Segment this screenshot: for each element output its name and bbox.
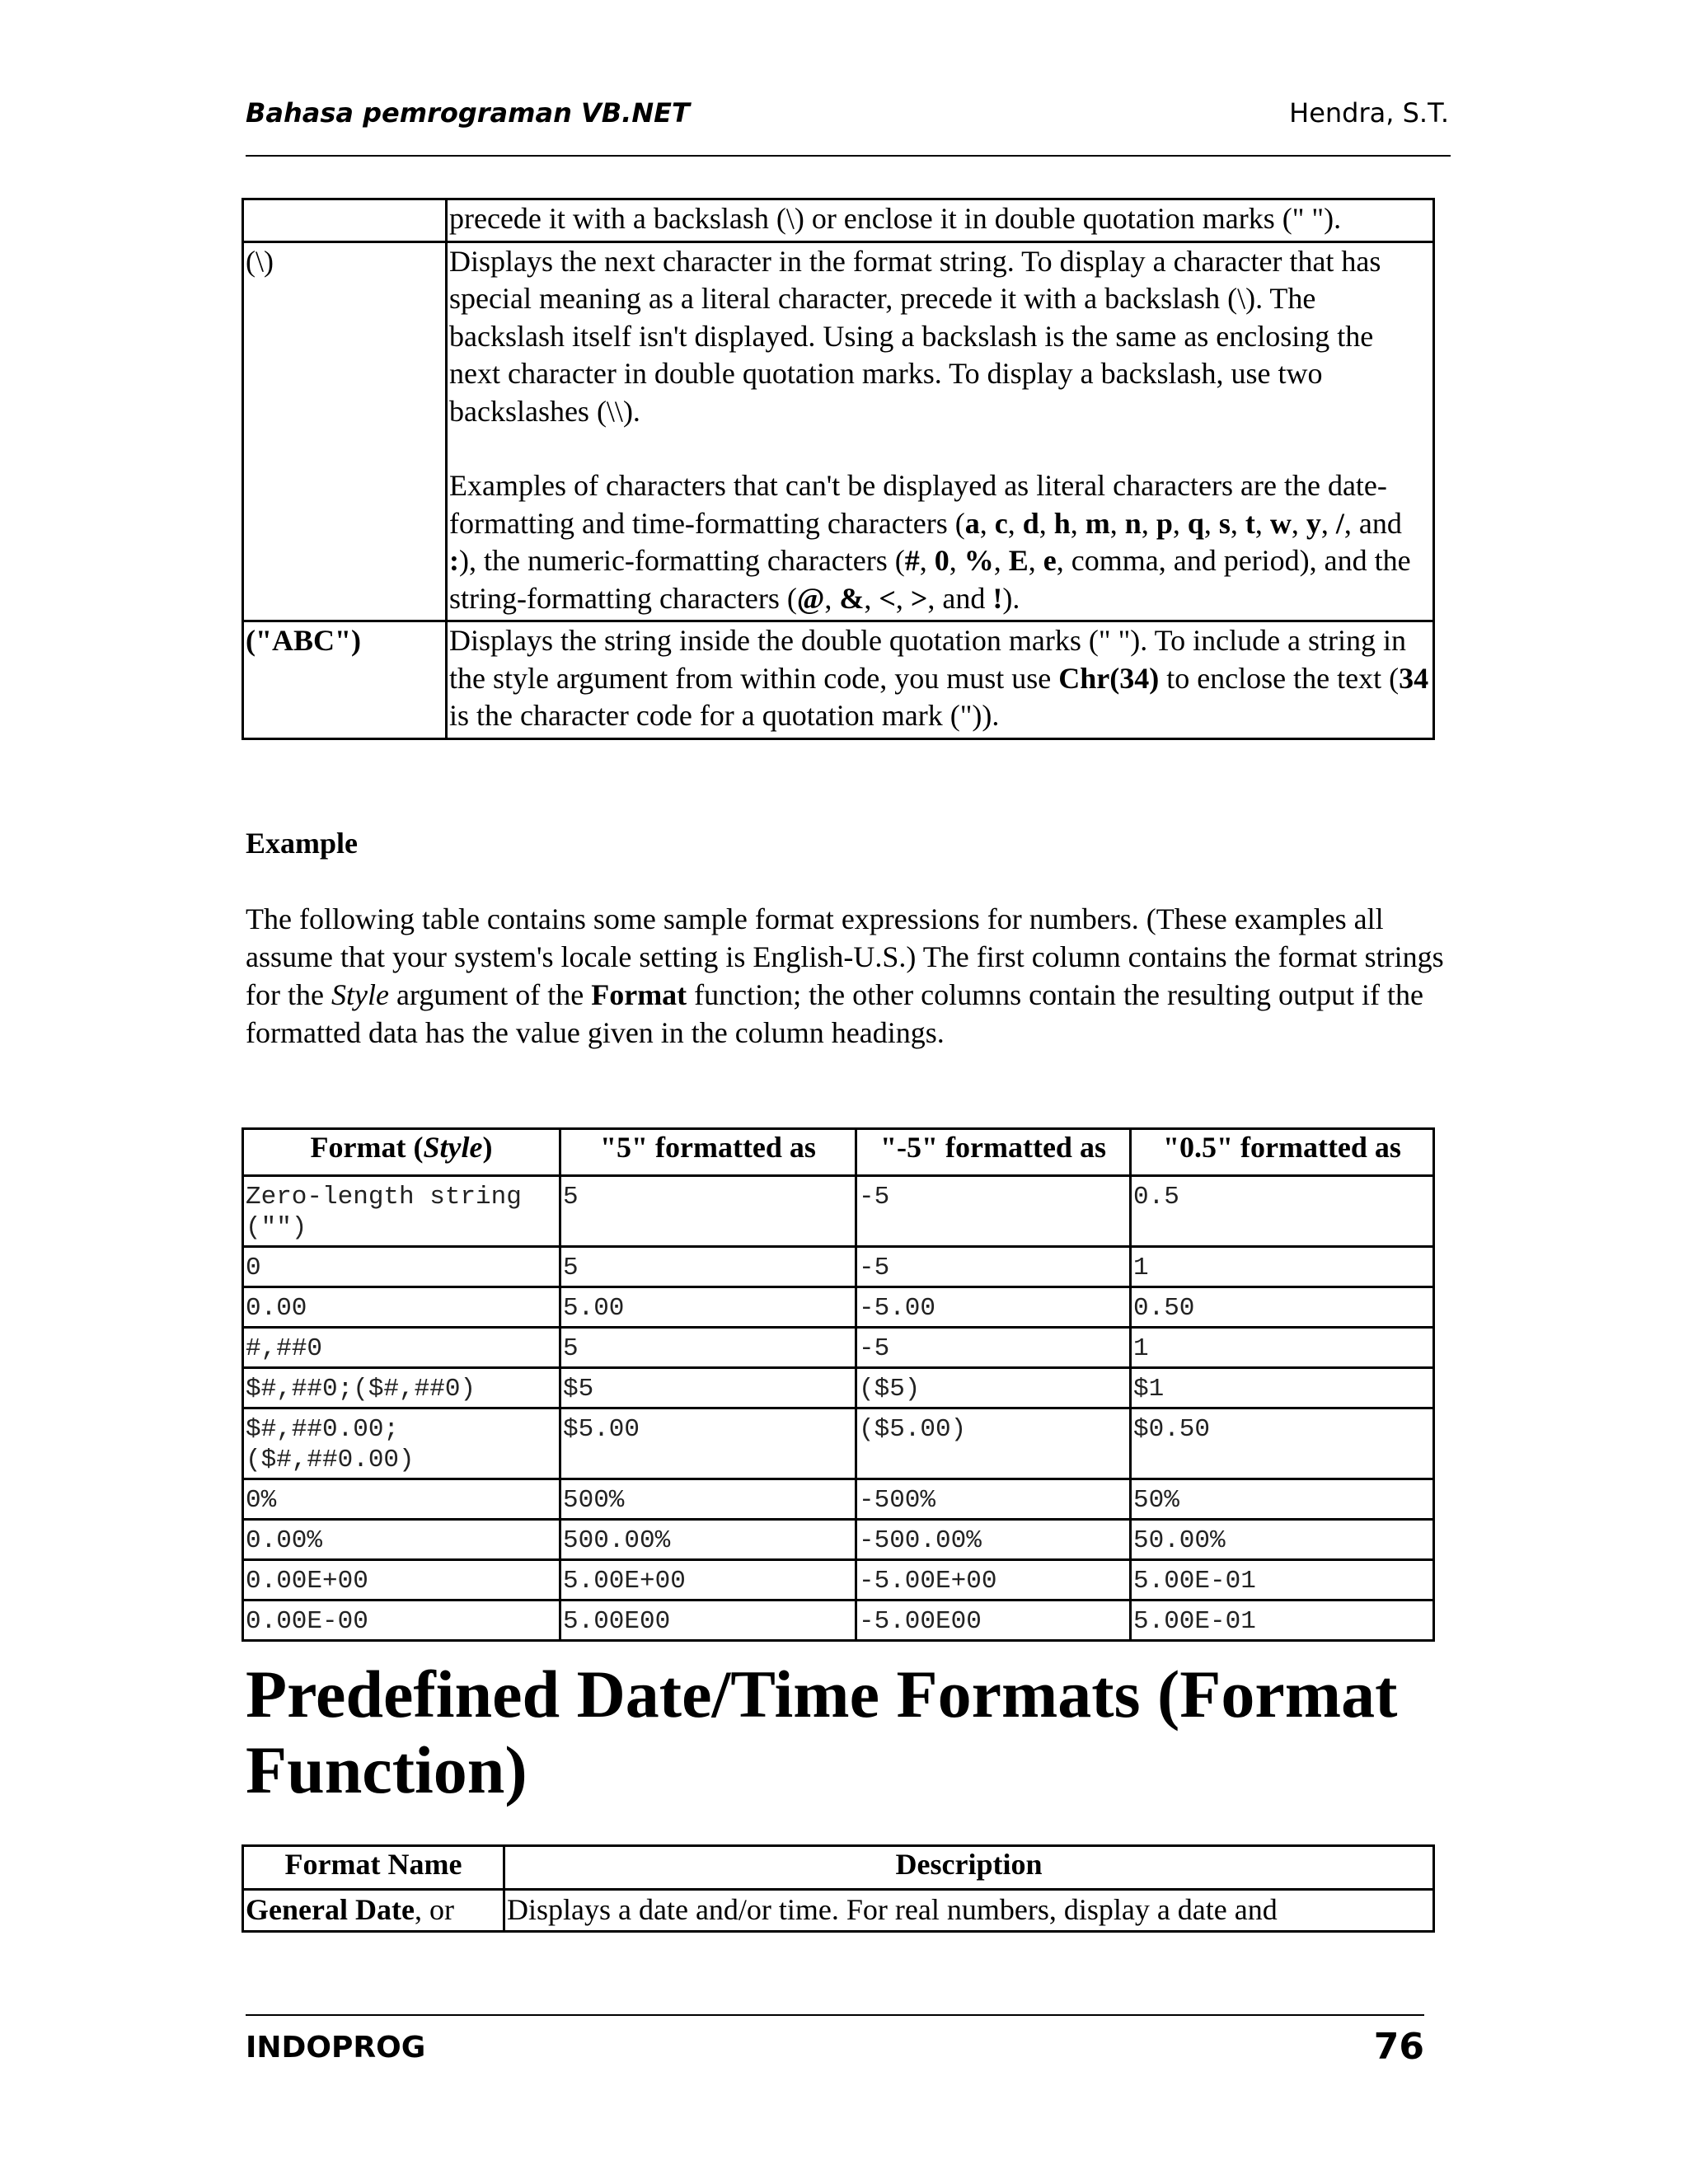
table-row bbox=[243, 1479, 1434, 1520]
table-cell: 5 bbox=[560, 1176, 856, 1247]
format-char: d bbox=[1022, 506, 1039, 540]
symbol-cell bbox=[243, 199, 447, 242]
text-run: , bbox=[1007, 506, 1023, 540]
header-divider bbox=[246, 155, 1451, 157]
format-char: : bbox=[449, 544, 459, 577]
table-cell: ($5.00) bbox=[856, 1408, 1131, 1479]
format-char: % bbox=[964, 544, 994, 577]
text-run: , bbox=[1109, 506, 1125, 540]
table-cell: 5.00E-01 bbox=[1131, 1560, 1434, 1601]
format-char: c bbox=[994, 506, 1008, 540]
table-cell: 5.00 bbox=[560, 1287, 856, 1328]
format-char: m bbox=[1085, 506, 1110, 540]
table-cell: 500.00% bbox=[560, 1520, 856, 1560]
column-header: Format Name bbox=[243, 1846, 504, 1890]
table-cell: 1 bbox=[1131, 1328, 1434, 1368]
table-cell: #,##0 bbox=[243, 1328, 560, 1368]
table-cell: 5.00E-01 bbox=[1131, 1601, 1434, 1641]
table-cell: 0.50 bbox=[1131, 1287, 1434, 1328]
table-row bbox=[243, 1890, 1434, 1932]
text-run: , bbox=[1028, 544, 1043, 577]
table-cell: 0 bbox=[243, 1247, 560, 1287]
table-row bbox=[243, 1408, 1434, 1479]
format-char: w bbox=[1269, 506, 1292, 540]
text-run: Examples of characters that can't be displayed as literal characters are the date-formatting and time-formatting characters ( bbox=[449, 469, 1387, 540]
text-run: , bbox=[1203, 506, 1219, 540]
number-format-table bbox=[241, 1127, 1435, 1642]
table-header-row bbox=[243, 1846, 1434, 1890]
table-cell: $5.00 bbox=[560, 1408, 856, 1479]
table-cell: $#,##0.00;($#,##0.00) bbox=[243, 1408, 560, 1479]
footer-label: INDOPROG bbox=[246, 2031, 426, 2064]
table-row bbox=[243, 241, 1434, 621]
table-cell: 0% bbox=[243, 1479, 560, 1520]
text-run: function; the other columns contain the resulting output if the formatted data has the value given in the column headings. bbox=[246, 978, 1423, 1049]
format-char: e bbox=[1043, 544, 1057, 577]
format-char: h bbox=[1053, 506, 1071, 540]
table-cell: 1 bbox=[1131, 1247, 1434, 1287]
symbol-cell: (\) bbox=[243, 241, 447, 621]
table-row bbox=[243, 1176, 1434, 1247]
example-heading: Example bbox=[246, 827, 359, 860]
text-run: , bbox=[979, 506, 995, 540]
table-cell: -500.00% bbox=[856, 1520, 1131, 1560]
text-run: , comma, and period), and the string-formatting characters ( bbox=[449, 544, 1411, 615]
table-cell: 5 bbox=[560, 1328, 856, 1368]
table-cell: -5 bbox=[856, 1247, 1131, 1287]
text-run: , bbox=[919, 544, 935, 577]
column-header: "5" formatted as bbox=[560, 1129, 856, 1176]
table-cell: 5 bbox=[560, 1247, 856, 1287]
text-run: The following table contains some sample format expressions for numbers. (These examples all assume that your system's locale setting is English-U.S.) The first column contains the format strings for the bbox=[246, 902, 1444, 1011]
description-cell bbox=[447, 241, 1434, 621]
table-cell: 0.00E-00 bbox=[243, 1601, 560, 1641]
table-cell: 50% bbox=[1131, 1479, 1434, 1520]
format-name: General Date bbox=[246, 1893, 415, 1926]
text-run: argument of the bbox=[388, 978, 592, 1011]
description-paragraph bbox=[449, 467, 1431, 617]
table-row bbox=[243, 621, 1434, 739]
table-cell: -5.00E+00 bbox=[856, 1560, 1131, 1601]
text-run: , bbox=[864, 581, 879, 615]
text-run: , bbox=[1254, 506, 1270, 540]
format-char: n bbox=[1124, 506, 1142, 540]
header-text: ) bbox=[482, 1131, 493, 1164]
footer-divider bbox=[246, 2014, 1424, 2016]
text-run: , bbox=[1039, 506, 1054, 540]
table-cell: 50.00% bbox=[1131, 1520, 1434, 1560]
table-row bbox=[243, 1520, 1434, 1560]
style-term: Style bbox=[331, 978, 389, 1011]
format-char: 0 bbox=[934, 544, 950, 577]
page-number: 76 bbox=[1373, 2026, 1424, 2068]
code-text: 34 bbox=[1399, 661, 1429, 695]
table-cell: 5.00E00 bbox=[560, 1601, 856, 1641]
format-characters-table bbox=[241, 198, 1435, 740]
header-italic: Style bbox=[423, 1131, 483, 1164]
section-title: Predefined Date/Time Formats (Format Function) bbox=[246, 1657, 1398, 1807]
description-paragraph: Displays the next character in the format string. To display a character that has special meaning as a literal character, precede it with a backslash (\). The backslash itself isn't displayed. Using a backslash is the same as enclosing the next character in double quotation marks. To display a backslash, use two backslashes (\\). bbox=[449, 244, 1381, 428]
text-run: ), the numeric-formatting characters ( bbox=[459, 544, 905, 577]
format-char: a bbox=[964, 506, 980, 540]
table-cell: 500% bbox=[560, 1479, 856, 1520]
table-row bbox=[243, 1247, 1434, 1287]
table-row bbox=[243, 1328, 1434, 1368]
table-cell: 0.5 bbox=[1131, 1176, 1434, 1247]
table-cell: $0.50 bbox=[1131, 1408, 1434, 1479]
running-header bbox=[246, 97, 1449, 134]
table-cell: $1 bbox=[1131, 1368, 1434, 1408]
description-cell bbox=[447, 621, 1434, 739]
table-row bbox=[243, 1560, 1434, 1601]
running-footer bbox=[246, 2026, 1424, 2067]
table-row bbox=[243, 1601, 1434, 1641]
text-run: , bbox=[1230, 506, 1245, 540]
text-run: is the character code for a quotation mark (")). bbox=[449, 699, 1000, 732]
table-row bbox=[243, 199, 1434, 242]
format-char: < bbox=[879, 581, 896, 615]
description-cell bbox=[447, 199, 1434, 242]
table-cell: $#,##0;($#,##0) bbox=[243, 1368, 560, 1408]
description-text: precede it with a backslash (\) or enclose it in double quotation marks (" "). bbox=[449, 202, 1342, 235]
table-cell: -5 bbox=[856, 1328, 1131, 1368]
table-cell: Zero-length string ("") bbox=[243, 1176, 560, 1247]
text-run: Displays the string inside the double quotation marks (" "). To include a string in the style argument from within code, you must use bbox=[449, 624, 1407, 695]
text-run: , bbox=[1291, 506, 1306, 540]
text-run: , bbox=[1141, 506, 1156, 540]
text-run: , bbox=[1320, 506, 1336, 540]
format-char: y bbox=[1306, 506, 1321, 540]
book-title: Bahasa pemrograman VB.NET bbox=[246, 97, 690, 129]
text-run: to enclose the text ( bbox=[1159, 661, 1400, 695]
table-header-row bbox=[243, 1129, 1434, 1176]
format-char: t bbox=[1245, 506, 1255, 540]
format-char: p bbox=[1156, 506, 1173, 540]
table-cell: $5 bbox=[560, 1368, 856, 1408]
column-header: "-5" formatted as bbox=[856, 1129, 1131, 1176]
text-run: , and bbox=[1343, 506, 1402, 540]
format-char: s bbox=[1218, 506, 1231, 540]
code-text: Chr(34) bbox=[1058, 661, 1160, 695]
table-cell: 0.00 bbox=[243, 1287, 560, 1328]
format-char: > bbox=[910, 581, 928, 615]
column-header: "0.5" formatted as bbox=[1131, 1129, 1434, 1176]
text-run: , bbox=[824, 581, 840, 615]
text-run: ). bbox=[1002, 581, 1020, 615]
format-char: / bbox=[1335, 506, 1344, 540]
text-run: , bbox=[993, 544, 1009, 577]
format-char: & bbox=[839, 581, 865, 615]
text-run: , and bbox=[927, 581, 993, 615]
table-cell: 5.00E+00 bbox=[560, 1560, 856, 1601]
column-header: Description bbox=[504, 1846, 1434, 1890]
table-cell: -5.00 bbox=[856, 1287, 1131, 1328]
table-cell: ($5) bbox=[856, 1368, 1131, 1408]
format-term: Format bbox=[591, 978, 687, 1011]
table-cell: -5 bbox=[856, 1176, 1131, 1247]
format-char: @ bbox=[796, 581, 825, 615]
text-run: , bbox=[1070, 506, 1085, 540]
format-char: E bbox=[1008, 544, 1029, 577]
format-char: q bbox=[1187, 506, 1204, 540]
column-header bbox=[243, 1129, 560, 1176]
author-name: Hendra, S.T. bbox=[1289, 97, 1449, 129]
format-name-cell bbox=[243, 1890, 504, 1932]
format-char: # bbox=[904, 544, 920, 577]
table-row bbox=[243, 1368, 1434, 1408]
text-run: , bbox=[895, 581, 911, 615]
description-cell: Displays a date and/or time. For real numbers, display a date and bbox=[504, 1890, 1434, 1932]
text-run: , bbox=[1172, 506, 1188, 540]
date-formats-table bbox=[241, 1844, 1435, 1933]
table-cell: 0.00E+00 bbox=[243, 1560, 560, 1601]
text-run: , bbox=[949, 544, 964, 577]
example-paragraph bbox=[246, 900, 1449, 1052]
format-char: ! bbox=[992, 581, 1003, 615]
table-cell: 0.00% bbox=[243, 1520, 560, 1560]
table-cell: -5.00E00 bbox=[856, 1601, 1131, 1641]
header-text: Format ( bbox=[310, 1131, 424, 1164]
table-cell: -500% bbox=[856, 1479, 1131, 1520]
symbol-cell: ("ABC") bbox=[243, 621, 447, 739]
table-row bbox=[243, 1287, 1434, 1328]
text-run: , or bbox=[414, 1893, 454, 1926]
